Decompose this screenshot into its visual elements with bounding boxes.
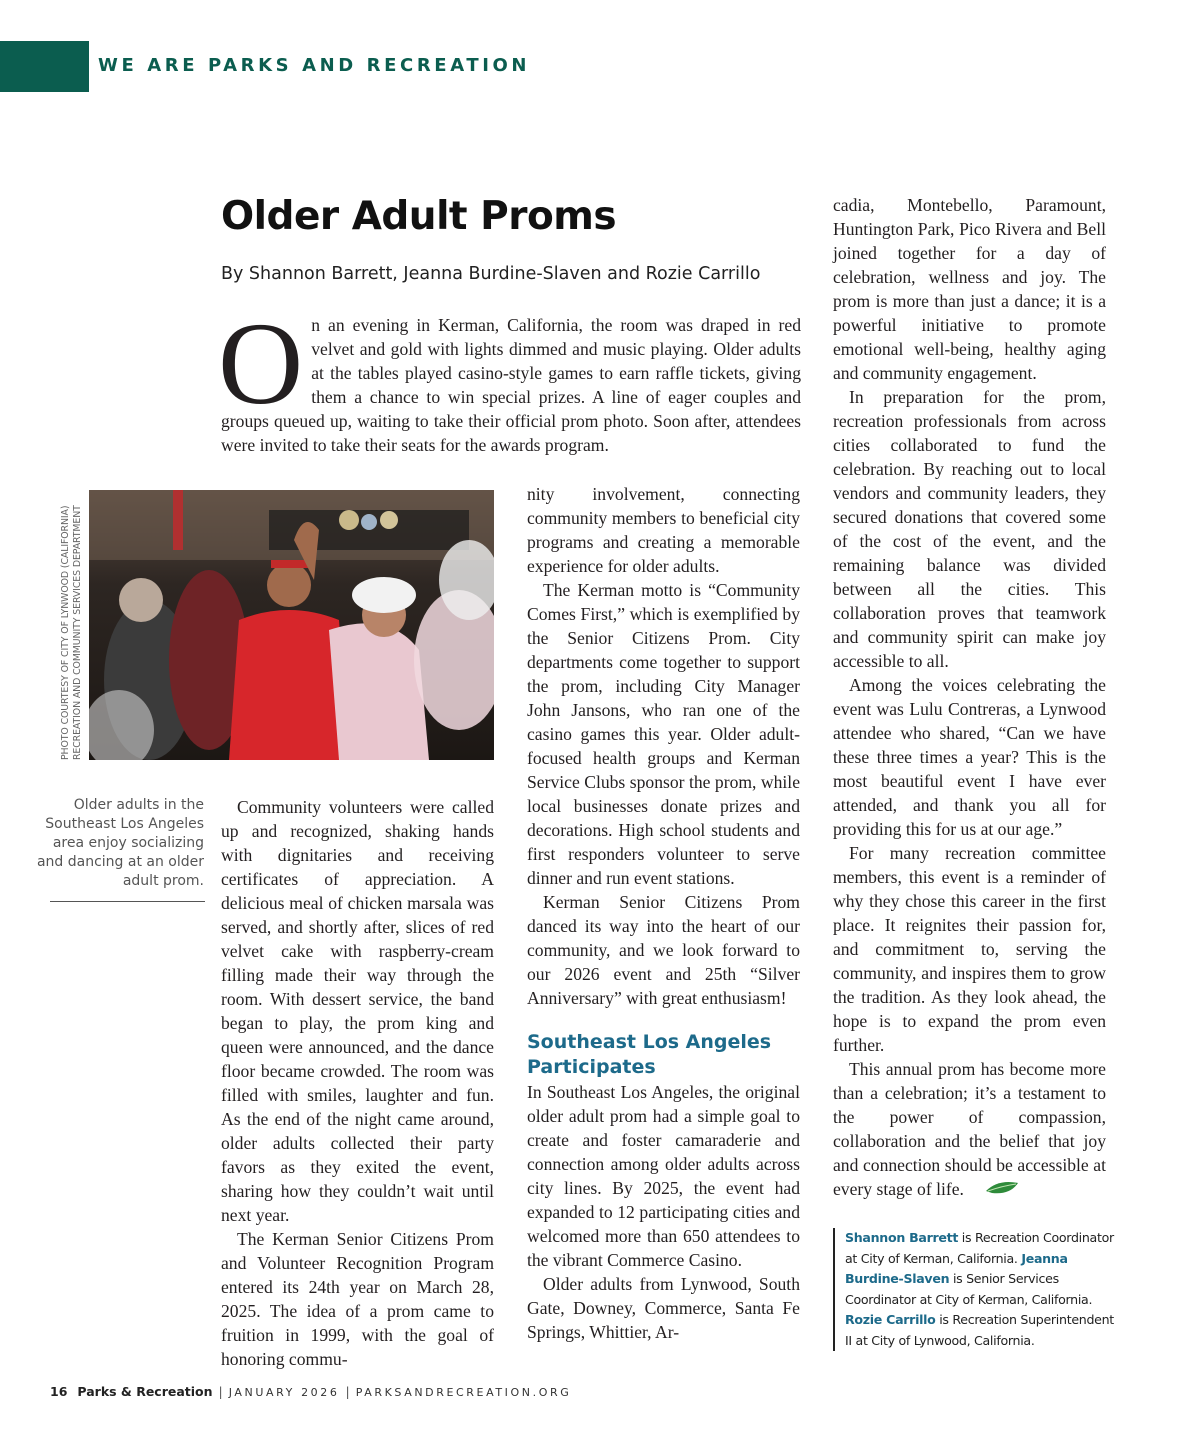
- section-subhead: Southeast Los Angeles Participates: [527, 1031, 772, 1078]
- paragraph-final: [833, 1057, 1106, 1203]
- leaf-icon: [968, 1179, 1020, 1203]
- prom-photo: [89, 490, 494, 760]
- author-role: is Senior Services Coordinator at City of Kerman, California.: [845, 1271, 1093, 1307]
- caption-divider: [50, 901, 205, 902]
- paragraph: Kerman Senior Citizens Prom danced its way into the heart of our community, and we look forward to our 2026 event and 25th “Silver Anniversary” with great enthusiasm!: [527, 892, 800, 1008]
- footer-separator: |: [218, 1384, 223, 1399]
- photo-caption: Older adults in the Southeast Los Angeles area enjoy socializing and dancing at an older adult prom.: [36, 797, 204, 889]
- page-number: 16: [50, 1384, 68, 1399]
- column-2: [527, 482, 800, 1344]
- paragraph: For many recreation committee members, this event is a reminder of why they chose this career in the first place. It reignites their passion for, and commitment to, serving the community, and inspires them to grow the tradition. As they look ahead, the hope is to expand the prom even further.: [833, 843, 1106, 1055]
- photo-credit: PHOTO COURTESY OF CITY OF LYNWOOD (CALIFORNIA) RECREATION AND COMMUNITY SERVICES DEPARTMENT: [60, 505, 83, 760]
- page-footer: [50, 1384, 571, 1399]
- author-name: Shannon Barrett: [845, 1230, 959, 1245]
- dropcap: O: [218, 298, 304, 429]
- website: PARKSANDRECREATION.ORG: [355, 1386, 572, 1399]
- issue-date: JANUARY 2026: [228, 1386, 340, 1399]
- footer-separator: |: [345, 1384, 350, 1399]
- prom-photo-image: [89, 490, 494, 760]
- paragraph: The Kerman Senior Citizens Prom and Volunteer Recognition Program entered its 24th year on March 28, 2025. The idea of a prom came to fruition in 1999, with the goal of honoring commu-: [221, 1229, 494, 1369]
- author-name: Jeanna Burdine-Slaven: [845, 1250, 1068, 1286]
- author-bios: [833, 1228, 1123, 1351]
- paragraph: cadia, Montebello, Paramount, Huntington Park, Pico Rivera and Bell joined together for a day of celebration, wellness and joy. The prom is more than just a dance; it is a powerful initiative to promote emotional well-being, healthy aging and community engagement.: [833, 195, 1106, 383]
- article-title: Older Adult Proms: [221, 194, 617, 239]
- paragraph: nity involvement, connecting community members to beneficial city programs and creating a memorable experience for older adults.: [527, 484, 800, 576]
- column-1: [221, 795, 494, 1371]
- author-role: is Recreation Superintendent II at City of Lynwood, California.: [845, 1312, 1114, 1348]
- intro-text: n an evening in Kerman, California, the room was draped in red velvet and gold with lights dimmed and music playing. Older adults at the tables played casino-style games to earn raffle tickets, giving them a chance to win special prizes. A line of eager couples and groups queued up, waiting to take their official prom photo. Soon after, attendees were invited to take their seats for the awards program.: [221, 315, 801, 455]
- author-name: Rozie Carrillo: [845, 1312, 936, 1327]
- paragraph: Older adults from Lynwood, South Gate, Downey, Commerce, Santa Fe Springs, Whittier, Ar-: [527, 1274, 800, 1342]
- paragraph: The Kerman motto is “Community Comes First,” which is exemplified by the Senior Citizens Prom. City departments come together to support the prom, including City Manager John Jansons, who ran one of the casino games this year. Older adult-focused health groups and Kerman Service Clubs sponsor the prom, while local businesses donate prizes and decorations. High school students and first responders volunteer to serve dinner and run event stations.: [527, 580, 800, 888]
- byline: By Shannon Barrett, Jeanna Burdine-Slaven and Rozie Carrillo: [221, 264, 761, 284]
- paragraph: Community volunteers were called up and recognized, shaking hands with dignitaries and receiving certificates of appreciation. A delicious meal of chicken marsala was served, and shortly after, slices of red velvet cake with raspberry-cream filling made their way through the room. With dessert service, the band began to play, the prom king and queen were announced, and the dance floor became crowded. The room was filled with smiles, laughter and fun. As the end of the night came around, older adults collected their party favors as they exited the event, sharing how they couldn’t wait until next year.: [221, 797, 494, 1225]
- paragraph-text: This annual prom has become more than a celebration; it’s a testament to the power of compassion, collaboration and the belief that joy and connection should be accessible at every stage of life.: [833, 1059, 1106, 1199]
- magazine-name: Parks & Recreation: [77, 1384, 213, 1399]
- section-label: WE ARE PARKS AND RECREATION: [98, 55, 531, 76]
- column-3: [833, 193, 1106, 1203]
- intro-paragraph: [218, 298, 801, 457]
- header-color-bar: [0, 41, 89, 92]
- paragraph: Among the voices celebrating the event was Lulu Contreras, a Lynwood attendee who shared, “Can we have these three times a year? This is the most beautiful event I have ever attended, and thank you all for providing this for us at our age.”: [833, 675, 1106, 839]
- author-role: is Recreation Coordinator at City of Kerman, California.: [845, 1230, 1114, 1266]
- paragraph: In Southeast Los Angeles, the original older adult prom had a simple goal to create and foster camaraderie and connection among older adults across city lines. By 2025, the event had expanded to 12 participating cities and welcomed more than 650 attendees to the vibrant Commerce Casino.: [527, 1082, 800, 1270]
- paragraph: In preparation for the prom, recreation professionals from across cities collaborated to fund the celebration. By reaching out to local vendors and community leaders, they secured donations that covered some of the cost of the event, and the remaining balance was divided between all the cities. This collaboration proves that teamwork and community spirit can make joy accessible to all.: [833, 387, 1106, 671]
